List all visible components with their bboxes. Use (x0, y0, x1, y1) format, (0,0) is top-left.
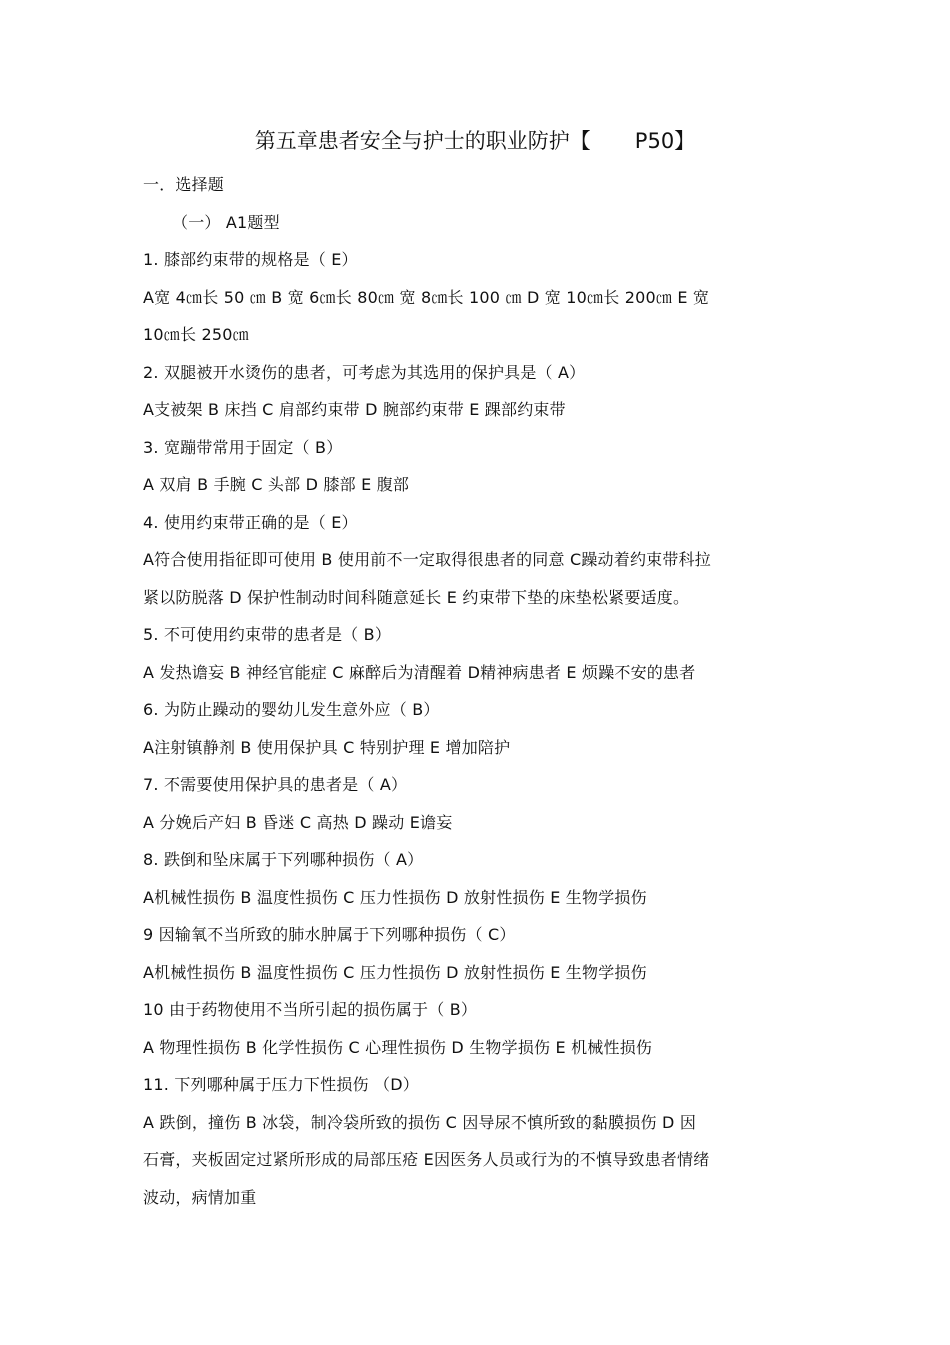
options-11a: A 跌倒，撞伤 B 冰袋，制冷袋所致的损伤 C 因导尿不慎所致的黏膜损伤 D 因 (143, 1113, 697, 1132)
question-4: 4. 使用约束带正确的是（ E） (143, 513, 358, 532)
options-10: A 物理性损伤 B 化学性损伤 C 心理性损伤 D 生物学损伤 E 机械性损伤 (143, 1038, 653, 1057)
question-7: 7. 不需要使用保护具的患者是（ A） (143, 775, 408, 794)
question-3: 3. 宽蹦带常用于固定（ B） (143, 438, 343, 457)
section-heading: 一．选择题 (143, 175, 225, 194)
options-3: A 双肩 B 手腕 C 头部 D 膝部 E 腹部 (143, 475, 410, 494)
page-title (0, 126, 950, 156)
title-ref: P50】 (634, 129, 696, 153)
title-main: 第五章患者安全与护士的职业防护【 (254, 129, 591, 153)
options-6: A注射镇静剂 B 使用保护具 C 特别护理 E 增加陪护 (143, 738, 511, 757)
options-8: A机械性损伤 B 温度性损伤 C 压力性损伤 D 放射性损伤 E 生物学损伤 (143, 888, 647, 907)
options-5: A 发热谵妄 B 神经官能症 C 麻醉后为清醒着 D精神病患者 E 烦躁不安的患者 (143, 663, 696, 682)
options-11b: 石膏，夹板固定过紧所形成的局部压疮 E因医务人员或行为的不慎导致患者情绪 (143, 1150, 710, 1169)
options-1a: A宽 4㎝长 50 ㎝ B 宽 6㎝长 80㎝ 宽 8㎝长 100 ㎝ D 宽 10㎝长 200㎝ E 宽 (143, 288, 710, 307)
question-9: 9 因输氧不当所致的肺水肿属于下列哪种损伤（ C） (143, 925, 516, 944)
question-2: 2. 双腿被开水烫伤的患者，可考虑为其选用的保护具是（ A） (143, 363, 586, 382)
question-10: 10 由于药物使用不当所引起的损伤属于（ B） (143, 1000, 478, 1019)
question-6: 6. 为防止躁动的婴幼儿发生意外应（ B） (143, 700, 440, 719)
question-8: 8. 跌倒和坠床属于下列哪种损伤（ A） (143, 850, 424, 869)
options-7: A 分娩后产妇 B 昏迷 C 高热 D 躁动 E谵妄 (143, 813, 453, 832)
question-5: 5. 不可使用约束带的患者是（ B） (143, 625, 392, 644)
options-4a: A符合使用指征即可使用 B 使用前不一定取得很患者的同意 C躁动着约束带科拉 (143, 550, 711, 569)
options-11c: 波动，病情加重 (143, 1188, 257, 1207)
options-4b: 紧以防脱落 D 保护性制动时间科随意延长 E 约束带下垫的床垫松紧要适度。 (143, 588, 690, 607)
question-11: 11. 下列哪种属于压力下性损伤 （D） (143, 1075, 419, 1094)
options-2: A支被架 B 床挡 C 肩部约束带 D 腕部约束带 E 踝部约束带 (143, 400, 566, 419)
subsection-heading: （一） A1题型 (172, 213, 280, 232)
question-1: 1. 膝部约束带的规格是（ E） (143, 250, 358, 269)
options-9: A机械性损伤 B 温度性损伤 C 压力性损伤 D 放射性损伤 E 生物学损伤 (143, 963, 647, 982)
options-1b: 10㎝长 250㎝ (143, 325, 249, 344)
